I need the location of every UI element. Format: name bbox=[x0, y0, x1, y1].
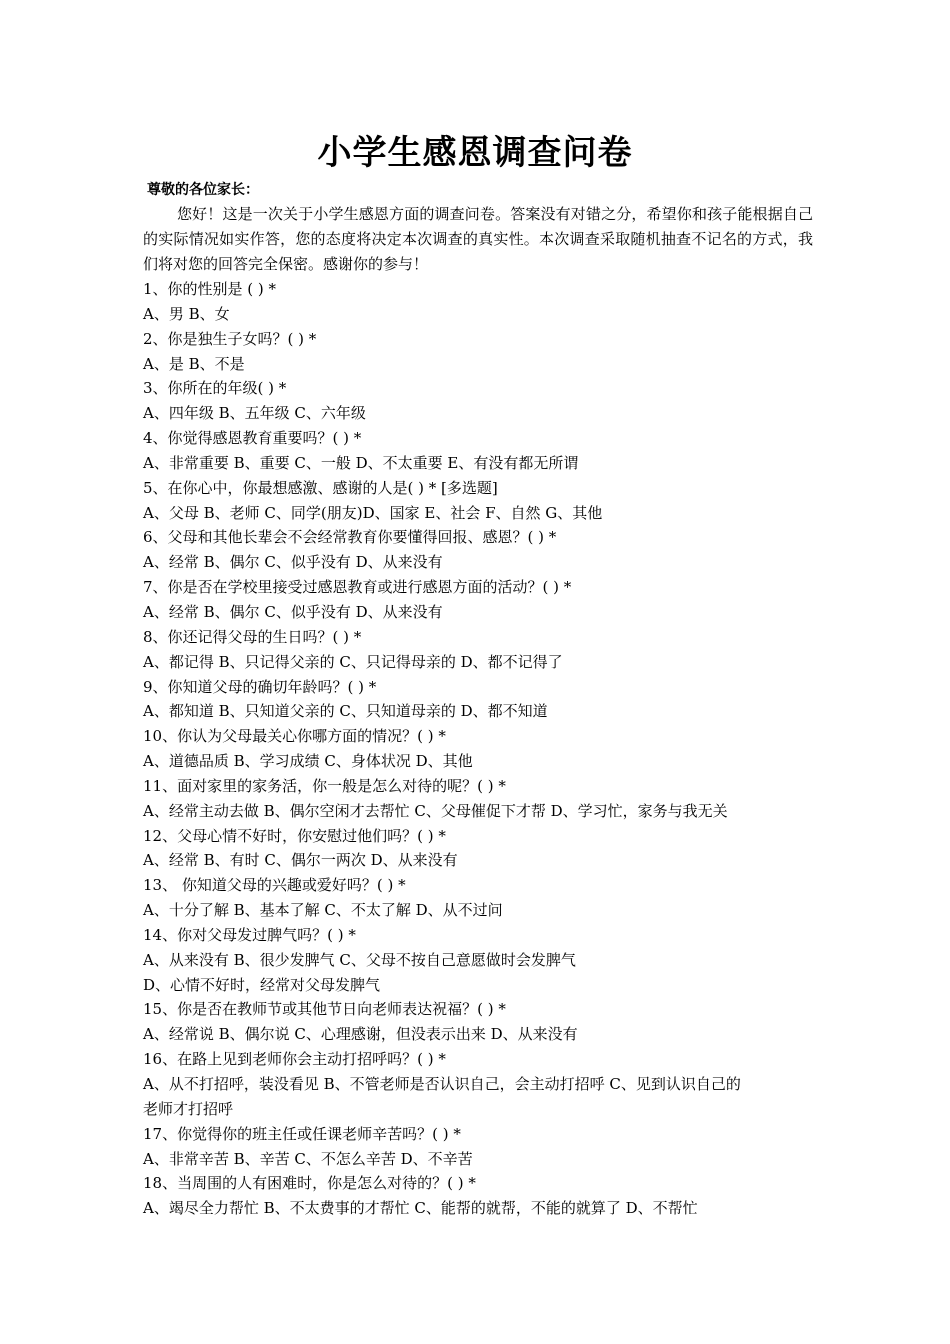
question-text: 3、你所在的年级( ) * bbox=[143, 379, 287, 398]
answer-options: A、经常说 B、偶尔说 C、心理感谢，但没表示出来 D、从来没有 bbox=[143, 1025, 578, 1044]
page-title: 小学生感恩调查问卷 bbox=[317, 133, 633, 173]
answer-options: A、道德品质 B、学习成绩 C、身体状况 D、其他 bbox=[143, 752, 473, 771]
answer-options: A、都知道 B、只知道父亲的 C、只知道母亲的 D、都不知道 bbox=[143, 702, 548, 721]
answer-options: A、都记得 B、只记得父亲的 C、只记得母亲的 D、都不记得了 bbox=[143, 652, 563, 671]
answer-options: A、经常 B、有时 C、偶尔一两次 D、从来没有 bbox=[143, 851, 458, 870]
question-text: 10、你认为父母最关心你哪方面的情况？( ) * bbox=[143, 727, 446, 746]
question-text: 5、在你心中，你最想感激、感谢的人是( ) * [多选题] bbox=[143, 478, 498, 497]
question-text: 12、父母心情不好时，你安慰过他们吗？( ) * bbox=[143, 826, 446, 845]
answer-options: A、经常主动去做 B、偶尔空闲才去帮忙 C、父母催促下才帮 D、学习忙，家务与我无关 bbox=[143, 801, 728, 820]
answer-options: A、竭尽全力帮忙 B、不太费事的才帮忙 C、能帮的就帮，不能的就算了 D、不帮忙 bbox=[143, 1199, 698, 1218]
question-list bbox=[143, 277, 823, 1221]
question-text: 13、 你知道父母的兴趣或爱好吗？( ) * bbox=[143, 876, 406, 895]
question-text: 9、你知道父母的确切年龄吗？( ) * bbox=[143, 677, 377, 696]
question-text: 18、当周围的人有困难时，你是怎么对待的？( ) * bbox=[143, 1174, 476, 1193]
question-text: 11、面对家里的家务活，你一般是怎么对待的呢？( ) * bbox=[143, 776, 506, 795]
answer-options: 老师才打招呼 bbox=[143, 1099, 234, 1118]
question-text: 8、你还记得父母的生日吗？( ) * bbox=[143, 627, 362, 646]
question-text: 7、你是否在学校里接受过感恩教育或进行感恩方面的活动？( ) * bbox=[143, 578, 572, 597]
question-text: 6、父母和其他长辈会不会经常教育你要懂得回报、感恩？( ) * bbox=[143, 528, 557, 547]
answer-options: A、是 B、不是 bbox=[143, 354, 245, 373]
answer-options: A、非常辛苦 B、辛苦 C、不怎么辛苦 D、不辛苦 bbox=[143, 1149, 473, 1168]
intro-paragraph: 您好！这是一次关于小学生感恩方面的调查问卷。答案没有对错之分，希望你和孩子能根据自己的实际情况如实作答，您的态度将决定本次调查的真实性。本次调查采取随机抽查不记名的方式，我们将对您的回答完全保密。感谢你的参与！ bbox=[143, 205, 813, 273]
answer-options: A、从不打招呼，装没看见 B、不管老师是否认识自己，会主动打招呼 C、见到认识自己的 bbox=[143, 1075, 741, 1093]
answer-options: A、经常 B、偶尔 C、似乎没有 D、从来没有 bbox=[143, 553, 443, 572]
greeting: 尊敬的各位家长： bbox=[147, 182, 259, 198]
answer-options: A、男 B、女 bbox=[143, 304, 230, 323]
answer-options: A、四年级 B、五年级 C、六年级 bbox=[143, 404, 366, 423]
answer-options: A、从来没有 B、很少发脾气 C、父母不按自己意愿做时会发脾气 bbox=[143, 950, 576, 969]
question-text: 4、你觉得感恩教育重要吗？( ) * bbox=[143, 429, 362, 448]
question-text: 15、你是否在教师节或其他节日向老师表达祝福？( ) * bbox=[143, 1000, 506, 1019]
question-text: 16、在路上见到老师你会主动打招呼吗？( ) * bbox=[143, 1050, 446, 1069]
answer-options: A、十分了解 B、基本了解 C、不太了解 D、从不过问 bbox=[143, 901, 503, 920]
answer-options: A、父母 B、老师 C、同学(朋友)D、国家 E、社会 F、自然 G、其他 bbox=[143, 503, 603, 522]
question-text: 1、你的性别是 ( ) * bbox=[143, 280, 277, 298]
answer-options: D、心情不好时，经常对父母发脾气 bbox=[143, 975, 381, 994]
question-text: 2、你是独生子女吗？( ) * bbox=[143, 329, 317, 348]
question-text: 14、你对父母发过脾气吗？( ) * bbox=[143, 925, 356, 944]
question-text: 17、你觉得你的班主任或任课老师辛苦吗？( ) * bbox=[143, 1124, 461, 1143]
answer-options: A、经常 B、偶尔 C、似乎没有 D、从来没有 bbox=[143, 602, 443, 621]
answer-options: A、非常重要 B、重要 C、一般 D、不太重要 E、有没有都无所谓 bbox=[143, 453, 579, 472]
